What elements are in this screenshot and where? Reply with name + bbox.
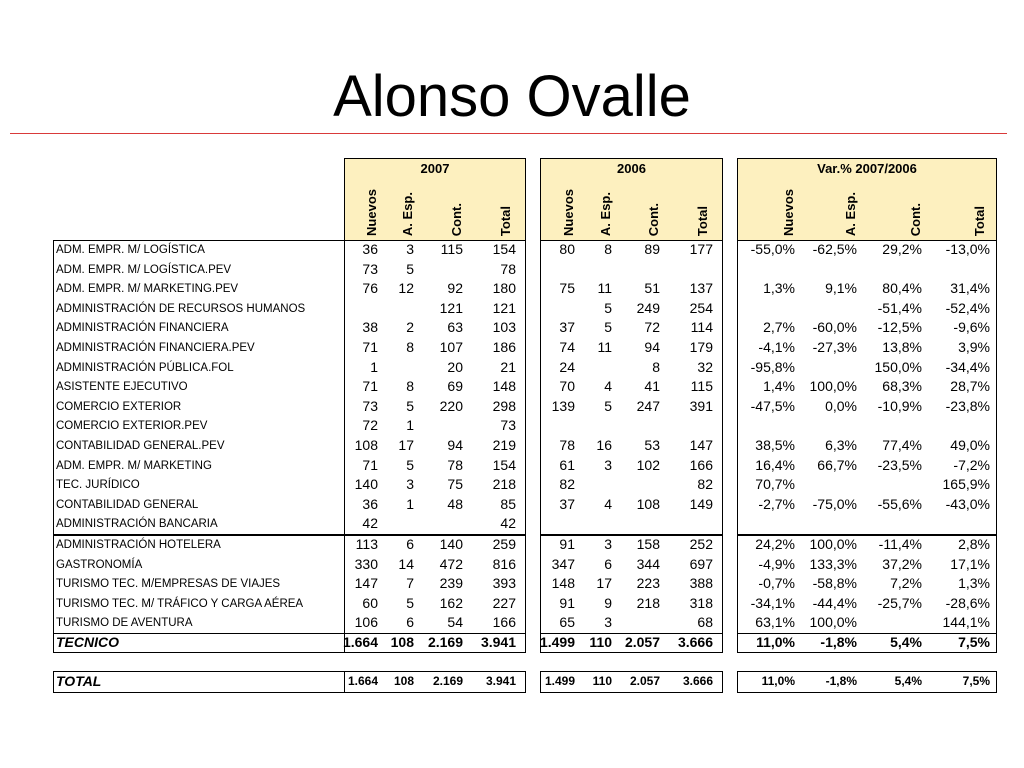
row-label: COMERCIO EXTERIOR.PEV bbox=[56, 420, 208, 433]
cell-var-2007-2006-cont: 7,2% bbox=[890, 575, 922, 592]
cell-2007-total: 180 bbox=[492, 280, 516, 297]
cell-2007-nuevos: 36 bbox=[362, 241, 378, 257]
cell-2007-cont: 121 bbox=[439, 299, 463, 316]
cell-2006-nuevos: 65 bbox=[559, 614, 575, 631]
cell-2007-nuevos: 1.664 bbox=[342, 634, 378, 650]
cell-var-2007-2006-total: -9,6% bbox=[953, 319, 990, 336]
row-label: ADM. EMPR. M/ LOGÍSTICA.PEV bbox=[56, 263, 232, 276]
table-row bbox=[0, 318, 1024, 338]
cell-2006-nuevos: 148 bbox=[551, 575, 575, 592]
table-row bbox=[0, 574, 1024, 594]
cell-2007-cont: 94 bbox=[447, 437, 463, 453]
cell-2007-total: 148 bbox=[492, 378, 516, 395]
cell-2006-total: 179 bbox=[689, 339, 713, 355]
cell-2006-total: 318 bbox=[689, 594, 713, 611]
cell-2006-total: 391 bbox=[689, 397, 713, 414]
column-header-a-esp: A. Esp. bbox=[843, 191, 858, 236]
cell-2007-a-esp: 5 bbox=[406, 456, 414, 473]
cell-var-2007-2006-a-esp: -1,8% bbox=[825, 674, 857, 688]
cell-var-2007-2006-total: 7,5% bbox=[958, 634, 990, 650]
cell-2006-cont: 108 bbox=[636, 495, 660, 512]
cell-2007-a-esp: 108 bbox=[390, 634, 414, 650]
table-row bbox=[0, 299, 1024, 319]
cell-var-2007-2006-total: 28,7% bbox=[950, 378, 990, 395]
cell-2007-nuevos: 73 bbox=[362, 397, 378, 414]
table-row bbox=[0, 436, 1024, 456]
cell-2007-a-esp: 6 bbox=[406, 536, 414, 552]
cell-var-2007-2006-cont: 37,2% bbox=[882, 555, 922, 572]
cell-2007-a-esp: 6 bbox=[406, 614, 414, 631]
cell-var-2007-2006-nuevos: -2,7% bbox=[758, 495, 795, 512]
cell-var-2007-2006-nuevos: -95,8% bbox=[750, 358, 795, 375]
cell-2007-a-esp: 1 bbox=[406, 495, 414, 512]
row-label: ADMINISTRACIÓN FINANCIERA bbox=[56, 322, 229, 335]
cell-2007-nuevos: 76 bbox=[362, 280, 378, 297]
cell-2007-cont: 2.169 bbox=[427, 634, 463, 650]
table-row bbox=[0, 475, 1024, 495]
table-row bbox=[0, 495, 1024, 515]
cell-2007-total: 154 bbox=[492, 241, 516, 257]
cell-2007-cont: 69 bbox=[447, 378, 463, 395]
cell-2006-a-esp: 11 bbox=[597, 280, 612, 297]
cell-2007-cont: 20 bbox=[447, 358, 463, 375]
row-label: ADMINISTRACIÓN FINANCIERA.PEV bbox=[56, 342, 255, 354]
cell-var-2007-2006-total: -23,8% bbox=[945, 397, 990, 414]
row-label: TECNICO bbox=[56, 634, 119, 650]
cell-2006-nuevos: 82 bbox=[559, 476, 575, 493]
table-row bbox=[0, 358, 1024, 378]
cell-var-2007-2006-cont: -55,6% bbox=[877, 495, 922, 512]
row-label: ADMINISTRACIÓN PÚBLICA.FOL bbox=[56, 361, 234, 374]
cell-2006-total: 149 bbox=[689, 495, 713, 512]
cell-2007-nuevos: 60 bbox=[362, 594, 378, 611]
cell-2007-cont: 75 bbox=[447, 476, 463, 493]
cell-2006-nuevos: 24 bbox=[559, 358, 575, 375]
row-label: ADM. EMPR. M/ MARKETING.PEV bbox=[56, 283, 239, 296]
cell-var-2007-2006-nuevos: 11,0% bbox=[756, 634, 795, 650]
cell-2006-cont: 102 bbox=[636, 456, 660, 473]
row-label: TEC. JURÍDICO bbox=[56, 479, 140, 492]
cell-2007-total: 298 bbox=[492, 397, 516, 414]
cell-2007-a-esp: 8 bbox=[406, 339, 414, 355]
column-header-cont: Cont. bbox=[646, 202, 661, 236]
cell-2007-total: 166 bbox=[492, 614, 516, 631]
cell-2006-cont: 51 bbox=[644, 280, 660, 297]
subtotal-row-tecnico bbox=[0, 633, 1024, 653]
cell-var-2007-2006-nuevos: -55,0% bbox=[750, 241, 795, 257]
cell-2007-a-esp: 12 bbox=[398, 280, 414, 297]
cell-var-2007-2006-nuevos: 2,7% bbox=[763, 319, 795, 336]
cell-2007-total: 393 bbox=[492, 575, 516, 592]
cell-var-2007-2006-a-esp: -75,0% bbox=[812, 495, 857, 512]
group-header-var-2007-2006: Var.% 2007/2006 bbox=[737, 158, 997, 178]
cell-var-2007-2006-nuevos: -34,1% bbox=[750, 594, 795, 611]
cell-var-2007-2006-a-esp: -27,3% bbox=[812, 339, 857, 355]
cell-var-2007-2006-total: 144,1% bbox=[942, 614, 990, 631]
cell-var-2007-2006-a-esp: 9,1% bbox=[825, 280, 857, 297]
cell-2006-a-esp: 17 bbox=[596, 575, 612, 592]
column-header-total: Total bbox=[498, 205, 513, 236]
cell-var-2007-2006-nuevos: 16,4% bbox=[755, 456, 795, 473]
cell-2006-nuevos: 347 bbox=[551, 555, 575, 572]
row-label: CONTABILIDAD GENERAL.PEV bbox=[56, 440, 225, 452]
cell-var-2007-2006-total: 17,1% bbox=[950, 555, 990, 572]
cell-var-2007-2006-cont: 77,4% bbox=[882, 437, 922, 453]
cell-2007-nuevos: 38 bbox=[362, 319, 378, 336]
cell-2006-cont: 41 bbox=[644, 378, 660, 395]
cell-2006-cont: 247 bbox=[636, 397, 660, 414]
cell-2007-total: 85 bbox=[500, 495, 516, 512]
cell-var-2007-2006-nuevos: -4,1% bbox=[758, 339, 795, 355]
cell-2006-nuevos: 91 bbox=[559, 536, 575, 552]
column-header-cont: Cont. bbox=[908, 202, 923, 236]
cell-2006-a-esp: 11 bbox=[597, 339, 612, 355]
cell-var-2007-2006-a-esp: -1,8% bbox=[820, 634, 857, 650]
cell-var-2007-2006-cont: -10,9% bbox=[877, 397, 922, 414]
cell-2006-total: 114 bbox=[690, 319, 713, 336]
cell-2006-total: 3.666 bbox=[682, 674, 713, 688]
cell-2007-total: 3.941 bbox=[485, 674, 516, 688]
row-label: ADMINISTRACIÓN BANCARIA bbox=[56, 518, 218, 531]
cell-2006-nuevos: 1.499 bbox=[539, 634, 575, 650]
cell-2007-cont: 162 bbox=[439, 594, 463, 611]
cell-2007-total: 73 bbox=[500, 417, 516, 434]
cell-var-2007-2006-nuevos: 11,0% bbox=[761, 674, 795, 688]
cell-2007-nuevos: 36 bbox=[362, 495, 378, 512]
cell-2006-cont: 249 bbox=[636, 299, 660, 316]
cell-var-2007-2006-nuevos: -0,7% bbox=[758, 575, 795, 592]
cell-var-2007-2006-total: -28,6% bbox=[945, 594, 990, 611]
cell-2007-cont: 2.169 bbox=[432, 674, 463, 688]
cell-var-2007-2006-cont: -25,7% bbox=[877, 594, 922, 611]
row-label: ADM. EMPR. M/ MARKETING bbox=[56, 459, 212, 472]
cell-2006-cont: 94 bbox=[644, 339, 660, 355]
cell-2007-cont: 78 bbox=[447, 456, 463, 473]
cell-var-2007-2006-total: -7,2% bbox=[953, 456, 990, 473]
cell-2007-nuevos: 71 bbox=[362, 456, 378, 473]
cell-2007-total: 186 bbox=[492, 339, 516, 355]
cell-2006-nuevos: 74 bbox=[559, 339, 575, 355]
cell-2006-total: 3.666 bbox=[677, 634, 713, 650]
cell-2006-total: 147 bbox=[689, 437, 713, 453]
cell-var-2007-2006-cont: 5,4% bbox=[890, 634, 922, 650]
cell-2007-nuevos: 108 bbox=[354, 437, 378, 453]
cell-2007-cont: 239 bbox=[439, 575, 463, 592]
cell-var-2007-2006-cont: -12,5% bbox=[877, 319, 922, 336]
cell-2006-total: 252 bbox=[689, 536, 713, 552]
cell-var-2007-2006-cont: 13,8% bbox=[882, 339, 922, 355]
cell-2006-cont: 53 bbox=[644, 437, 660, 453]
column-header-a-esp: A. Esp. bbox=[400, 191, 415, 236]
table-row bbox=[0, 377, 1024, 397]
cell-2007-nuevos: 1.664 bbox=[347, 674, 378, 688]
cell-2006-cont: 2.057 bbox=[624, 634, 660, 650]
column-header-cont: Cont. bbox=[449, 202, 464, 236]
cell-2006-total: 177 bbox=[689, 241, 713, 257]
total-row bbox=[0, 672, 1024, 692]
cell-2006-a-esp: 6 bbox=[604, 555, 612, 572]
cell-2007-a-esp: 7 bbox=[406, 575, 414, 592]
cell-2007-total: 227 bbox=[492, 594, 516, 611]
cell-2006-a-esp: 3 bbox=[604, 614, 612, 631]
cell-2006-a-esp: 4 bbox=[604, 495, 612, 512]
group-subheader-2007 bbox=[344, 177, 526, 241]
table-row bbox=[0, 613, 1024, 633]
table-row bbox=[0, 338, 1024, 358]
row-label: ADMINISTRACIÓN HOTELERA bbox=[56, 539, 221, 551]
cell-var-2007-2006-cont: 68,3% bbox=[882, 378, 922, 395]
cell-2006-nuevos: 139 bbox=[551, 397, 575, 414]
cell-2007-total: 21 bbox=[500, 358, 516, 375]
cell-2006-a-esp: 3 bbox=[604, 536, 612, 552]
cell-var-2007-2006-nuevos: 70,7% bbox=[755, 476, 795, 493]
cell-var-2007-2006-total: -52,4% bbox=[945, 299, 990, 316]
cell-var-2007-2006-nuevos: -47,5% bbox=[750, 397, 795, 414]
cell-2007-cont: 63 bbox=[447, 319, 463, 336]
table-row bbox=[0, 456, 1024, 476]
cell-var-2007-2006-cont: 150,0% bbox=[874, 358, 922, 375]
group-header-2006: 2006 bbox=[540, 158, 723, 178]
table-row bbox=[0, 279, 1024, 299]
cell-var-2007-2006-total: 3,9% bbox=[958, 339, 990, 355]
row-label: CONTABILIDAD GENERAL bbox=[56, 498, 199, 511]
cell-2007-cont: 48 bbox=[447, 495, 463, 512]
cell-2007-nuevos: 106 bbox=[354, 614, 378, 631]
cell-var-2007-2006-nuevos: 1,3% bbox=[763, 280, 795, 297]
cell-2006-nuevos: 80 bbox=[559, 241, 575, 257]
cell-2007-total: 816 bbox=[492, 555, 516, 572]
cell-2007-a-esp: 3 bbox=[406, 241, 414, 257]
cell-2006-total: 32 bbox=[697, 358, 713, 375]
cell-2006-cont: 344 bbox=[636, 555, 660, 572]
row-label: TURISMO DE AVENTURA bbox=[56, 617, 193, 630]
cell-2007-nuevos: 140 bbox=[354, 476, 378, 493]
cell-2007-cont: 107 bbox=[439, 339, 463, 355]
cell-2007-cont: 54 bbox=[447, 614, 463, 631]
cell-2007-a-esp: 2 bbox=[406, 319, 414, 336]
cell-2007-cont: 140 bbox=[439, 536, 463, 552]
cell-var-2007-2006-cont: -51,4% bbox=[877, 299, 922, 316]
cell-2007-cont: 472 bbox=[439, 555, 463, 572]
slide-title: Alonso Ovalle bbox=[333, 64, 691, 129]
table-row bbox=[0, 397, 1024, 417]
cell-2007-a-esp: 3 bbox=[406, 476, 414, 493]
cell-2007-total: 154 bbox=[492, 456, 516, 473]
cell-var-2007-2006-nuevos: 63,1% bbox=[755, 614, 795, 631]
cell-2006-total: 115 bbox=[690, 378, 713, 395]
cell-var-2007-2006-a-esp: 133,3% bbox=[809, 555, 857, 572]
row-label: ADM. EMPR. M/ LOGÍSTICA bbox=[56, 244, 205, 256]
row-label: TURISMO TEC. M/EMPRESAS DE VIAJES bbox=[56, 578, 281, 591]
cell-2007-a-esp: 17 bbox=[398, 437, 414, 453]
cell-2006-a-esp: 16 bbox=[596, 437, 612, 453]
cell-2007-a-esp: 8 bbox=[406, 378, 414, 395]
cell-2007-total: 3.941 bbox=[480, 634, 516, 650]
cell-2007-cont: 115 bbox=[440, 241, 463, 257]
row-label: TOTAL bbox=[56, 673, 102, 689]
cell-2006-cont: 89 bbox=[644, 241, 660, 257]
cell-2006-nuevos: 1.499 bbox=[544, 674, 575, 688]
cell-2007-nuevos: 147 bbox=[354, 575, 378, 592]
cell-var-2007-2006-cont: 80,4% bbox=[882, 280, 922, 297]
table-row bbox=[0, 514, 1024, 534]
cell-2007-a-esp: 14 bbox=[398, 555, 414, 572]
cell-2006-cont: 223 bbox=[636, 575, 660, 592]
table-row bbox=[0, 535, 1024, 555]
cell-var-2007-2006-a-esp: 0,0% bbox=[825, 397, 857, 414]
title-divider bbox=[10, 133, 1007, 134]
cell-2006-total: 137 bbox=[689, 280, 713, 297]
cell-2007-a-esp: 5 bbox=[406, 397, 414, 414]
cell-2007-a-esp: 5 bbox=[406, 594, 414, 611]
group-header-2007: 2007 bbox=[344, 158, 526, 178]
cell-2007-a-esp: 5 bbox=[406, 260, 414, 277]
cell-2006-cont: 158 bbox=[636, 536, 660, 552]
cell-2006-nuevos: 37 bbox=[559, 495, 575, 512]
cell-2006-cont: 72 bbox=[644, 319, 660, 336]
cell-2006-a-esp: 110 bbox=[589, 634, 612, 650]
row-label: ADMINISTRACIÓN DE RECURSOS HUMANOS bbox=[56, 302, 306, 315]
cell-var-2007-2006-total: 2,8% bbox=[958, 536, 990, 552]
cell-2006-total: 82 bbox=[697, 476, 713, 493]
column-header-nuevos: Nuevos bbox=[781, 189, 796, 236]
cell-2006-cont: 8 bbox=[652, 358, 660, 375]
cell-var-2007-2006-total: -13,0% bbox=[945, 241, 990, 257]
cell-var-2007-2006-total: -43,0% bbox=[945, 495, 990, 512]
row-label: GASTRONOMÍA bbox=[56, 558, 143, 571]
cell-2006-total: 254 bbox=[689, 299, 713, 316]
cell-2007-total: 103 bbox=[492, 319, 516, 336]
cell-2006-cont: 2.057 bbox=[629, 674, 660, 688]
table-row bbox=[0, 416, 1024, 436]
cell-var-2007-2006-a-esp: -60,0% bbox=[812, 319, 857, 336]
cell-2007-nuevos: 42 bbox=[362, 515, 378, 532]
cell-var-2007-2006-nuevos: 38,5% bbox=[755, 437, 795, 453]
row-label: COMERCIO EXTERIOR bbox=[56, 400, 182, 413]
cell-2007-nuevos: 330 bbox=[354, 555, 378, 572]
row-label: ASISTENTE EJECUTIVO bbox=[56, 381, 188, 394]
cell-var-2007-2006-a-esp: -62,5% bbox=[812, 241, 857, 257]
table-row bbox=[0, 260, 1024, 280]
row-label: TURISMO TEC. M/ TRÁFICO Y CARGA AÉREA bbox=[56, 597, 304, 610]
cell-2007-total: 219 bbox=[492, 437, 516, 453]
cell-2006-nuevos: 75 bbox=[559, 280, 575, 297]
cell-2006-nuevos: 91 bbox=[559, 594, 575, 611]
cell-2007-nuevos: 1 bbox=[370, 358, 378, 375]
column-header-total: Total bbox=[695, 205, 710, 236]
cell-2006-total: 388 bbox=[689, 575, 713, 592]
cell-var-2007-2006-a-esp: 100,0% bbox=[809, 614, 857, 631]
group-subheader-2006 bbox=[540, 177, 723, 241]
cell-2006-nuevos: 37 bbox=[559, 319, 575, 336]
cell-var-2007-2006-a-esp: 66,7% bbox=[817, 456, 857, 473]
cell-2007-nuevos: 71 bbox=[362, 339, 378, 355]
cell-2006-a-esp: 5 bbox=[604, 319, 612, 336]
cell-2007-total: 259 bbox=[492, 536, 516, 552]
cell-2006-nuevos: 70 bbox=[559, 378, 575, 395]
cell-2007-total: 78 bbox=[500, 260, 516, 277]
table-row bbox=[0, 594, 1024, 614]
column-header-a-esp: A. Esp. bbox=[598, 191, 613, 236]
cell-2006-a-esp: 8 bbox=[604, 241, 612, 257]
cell-2007-nuevos: 73 bbox=[362, 260, 378, 277]
cell-var-2007-2006-cont: 29,2% bbox=[882, 241, 922, 257]
cell-var-2007-2006-a-esp: 100,0% bbox=[809, 536, 857, 552]
cell-var-2007-2006-total: 165,9% bbox=[942, 476, 990, 493]
cell-2007-nuevos: 113 bbox=[355, 536, 378, 552]
cell-var-2007-2006-total: 7,5% bbox=[962, 674, 990, 688]
column-header-total: Total bbox=[972, 205, 987, 236]
cell-2007-cont: 92 bbox=[447, 280, 463, 297]
cell-2007-total: 42 bbox=[500, 515, 516, 532]
cell-var-2007-2006-total: 31,4% bbox=[950, 280, 990, 297]
cell-2006-nuevos: 78 bbox=[559, 437, 575, 453]
cell-2007-cont: 220 bbox=[439, 397, 463, 414]
cell-var-2007-2006-a-esp: -58,8% bbox=[812, 575, 857, 592]
cell-2007-total: 121 bbox=[492, 299, 516, 316]
table-row bbox=[0, 555, 1024, 575]
cell-2007-nuevos: 72 bbox=[362, 417, 378, 434]
cell-2006-cont: 218 bbox=[636, 594, 660, 611]
cell-2006-total: 166 bbox=[689, 456, 713, 473]
cell-2007-a-esp: 1 bbox=[406, 417, 414, 434]
cell-2006-a-esp: 5 bbox=[604, 397, 612, 414]
cell-2007-total: 218 bbox=[492, 476, 516, 493]
cell-var-2007-2006-cont: 5,4% bbox=[894, 674, 922, 688]
cell-var-2007-2006-a-esp: -44,4% bbox=[812, 594, 857, 611]
group-subheader-var-2007-2006 bbox=[737, 177, 997, 241]
cell-2006-a-esp: 5 bbox=[604, 299, 612, 316]
cell-2006-total: 697 bbox=[689, 555, 713, 572]
cell-2006-a-esp: 3 bbox=[604, 456, 612, 473]
column-header-nuevos: Nuevos bbox=[561, 189, 576, 236]
cell-var-2007-2006-total: 1,3% bbox=[958, 575, 990, 592]
cell-2007-nuevos: 71 bbox=[362, 378, 378, 395]
table-row bbox=[0, 240, 1024, 260]
cell-2006-a-esp: 4 bbox=[604, 378, 612, 395]
cell-2006-total: 68 bbox=[697, 614, 713, 631]
cell-var-2007-2006-cont: -11,4% bbox=[878, 536, 922, 552]
cell-2006-a-esp: 110 bbox=[592, 674, 612, 688]
cell-var-2007-2006-total: 49,0% bbox=[950, 437, 990, 453]
column-header-nuevos: Nuevos bbox=[364, 189, 379, 236]
cell-var-2007-2006-a-esp: 100,0% bbox=[809, 378, 857, 395]
cell-2007-a-esp: 108 bbox=[393, 674, 414, 688]
cell-var-2007-2006-nuevos: 24,2% bbox=[755, 536, 795, 552]
cell-var-2007-2006-a-esp: 6,3% bbox=[825, 437, 857, 453]
cell-2006-nuevos: 61 bbox=[559, 456, 575, 473]
cell-var-2007-2006-nuevos: -4,9% bbox=[758, 555, 795, 572]
cell-var-2007-2006-nuevos: 1,4% bbox=[763, 378, 795, 395]
cell-2006-a-esp: 9 bbox=[604, 594, 612, 611]
cell-var-2007-2006-total: -34,4% bbox=[945, 358, 990, 375]
cell-var-2007-2006-cont: -23,5% bbox=[877, 456, 922, 473]
